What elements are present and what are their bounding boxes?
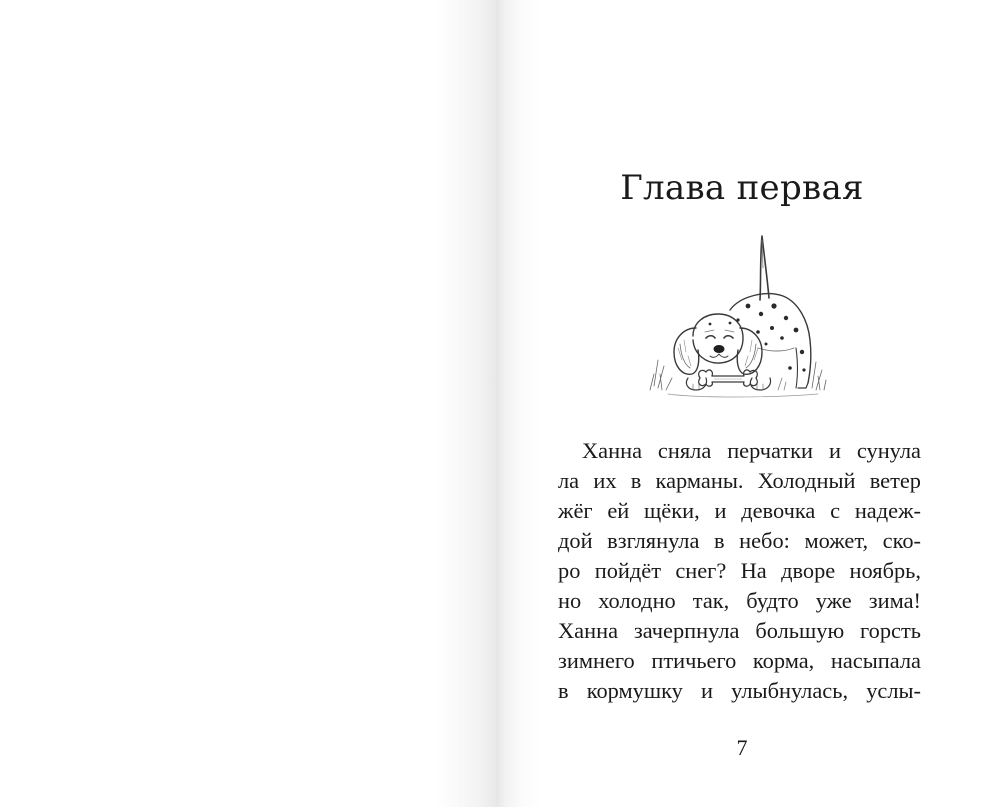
body-text: [558, 436, 921, 706]
right-page: [496, 0, 1000, 807]
puppy-with-bone-icon: [648, 228, 828, 413]
text-line: но холодно так, будто уже зима!: [558, 588, 921, 613]
left-page: [0, 0, 496, 807]
text-line: в кормушку и улыбнулась, услы-: [558, 678, 921, 703]
text-line: зимнего птичьего корма, насыпала: [558, 648, 921, 673]
text-line: ла их в карманы. Холодный ветер: [558, 468, 921, 493]
text-line: ро пойдёт снег? На дворе ноябрь,: [558, 558, 921, 583]
text-line: дой взглянула в небо: может, ско-: [558, 528, 921, 553]
chapter-title: Глава первая: [620, 168, 864, 208]
text-line: жёг ей щёки, и девочка с надеж-: [558, 498, 921, 523]
text-line: Ханна зачерпнула большую горсть: [558, 618, 921, 643]
page-number: 7: [736, 735, 748, 760]
text-line: Ханна сняла перчатки и сунула: [582, 438, 921, 463]
